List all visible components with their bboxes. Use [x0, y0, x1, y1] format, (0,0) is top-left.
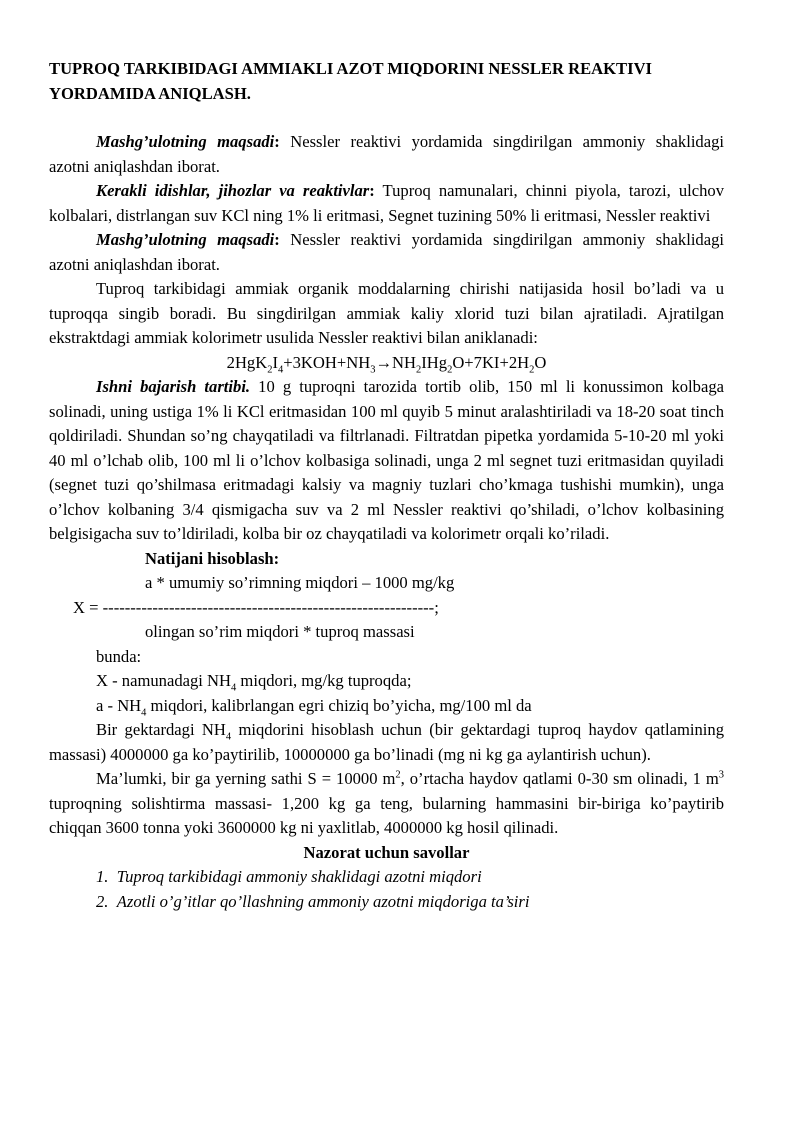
objective-label: Mashg’ulotning maqsadi — [96, 132, 275, 151]
procedure-label: Ishni bajarish tartibi. — [96, 377, 251, 396]
document-page — [49, 56, 724, 914]
document-title: TUPROQ TARKIBIDAGI AMMIAKLI AZOT MIQDORINI NESSLER REAKTIVI YORDAMIDA ANIQLASH. — [49, 59, 653, 103]
intro-paragraph: Tuproq tarkibidagi ammiak organik moddalarning chirishi natijasida hosil bo’ladi va u tuproqqa singib boradi. Bu singdirilgan ammiak kaliy xlorid tuzi bilan ajratiladi. Ajratilgan ekstraktdagi ammiak kolorimetr usulida Nessler reaktivi bilan aniklanadi: — [49, 279, 724, 347]
hectare-text: Bir gektardagi NH — [96, 720, 226, 739]
colon: : — [274, 230, 280, 249]
colon: : — [274, 132, 280, 151]
objective-text: Nessler reaktivi yordamida singdirilgan ammoniy shaklidagi azotni aniqlashdan iborat. — [49, 132, 724, 176]
known-text: tuproqning solishtirma massasi- 1,200 kg ga teng, bularning hammasini bir-biriga ko’paytirib chiqqan 3600 tonna yoki 3600000 kg ni yaxlitlab, 4000000 kg hosil qilinadi. — [49, 793, 724, 837]
subscript: 4 — [231, 682, 237, 694]
formula-part: IHg — [421, 352, 448, 372]
calc-numerator: a * umumiy so’rimning miqdori – 1000 mg/kg — [145, 573, 455, 592]
x-definition-text: miqdori, mg/kg tuproqda; — [236, 671, 412, 690]
formula-subscript: 2 — [529, 363, 535, 375]
formula-part: I — [272, 352, 278, 372]
superscript: 2 — [395, 769, 401, 781]
formula-part: +3KOH+NH — [283, 352, 371, 372]
subscript: 4 — [225, 731, 232, 743]
formula-subscript: 2 — [447, 363, 453, 375]
question-item — [49, 890, 724, 915]
objective-text: Nessler reaktivi yordamida singdirilgan ammoniy shaklidagi azotni aniqlashdan iborat. — [49, 230, 724, 274]
formula-part: O — [534, 352, 547, 372]
a-definition-text: miqdori, kalibrlangan egri chiziq bo’yicha, mg/100 ml da — [146, 695, 532, 715]
formula-subscript: 2 — [416, 363, 422, 375]
objective-paragraph-repeat — [49, 228, 724, 277]
question-text: Azotli o’g’itlar qo’llashning ammoniy azotni miqdoriga ta’siri — [116, 891, 530, 911]
reaction-formula — [49, 351, 724, 376]
colon: : — [369, 181, 375, 200]
materials-label: Kerakli idishlar, jihozlar va reaktivlar — [96, 181, 370, 200]
calc-denominator: olingan so’rim miqdori * tuproq massasi — [145, 622, 415, 641]
formula-part: NH — [392, 352, 416, 372]
x-definition-text: X - namunadagi NH — [96, 671, 232, 690]
formula-part: O+7KI+2H — [452, 352, 530, 372]
materials-paragraph — [49, 179, 724, 228]
formula-subscript: 3 — [370, 363, 376, 375]
materials-text: Tuproq namunalari, chinni piyola, tarozi, ulchov kolbalari, distrlangan suv KCl ning 1% li eritmasi, Segnet tuzining 50% li eritmasi, Nessler reaktivi — [49, 181, 724, 225]
question-text: Tuproq tarkibidagi ammoniy shaklidagi azotni miqdori — [116, 867, 482, 886]
superscript: 3 — [718, 769, 724, 781]
x-definition — [49, 669, 724, 694]
calc-heading: Natijani hisoblash: — [145, 548, 280, 568]
question-item — [49, 865, 724, 890]
procedure-text: 10 g tuproqni tarozida tortib olib, 150 ml li konussimon kolbaga solinadi, uning ustiga 1% li KCl eritmasidan 100 ml quyib 5 minut aralashtiriladi va 18-20 soat tinch qoldiriladi. Shundan so’ng chayqatiladi va filtrlanadi. Filtratdan pipetka yordamida 5-10-20 ml yoki 40 ml o’lchab olib, 100 ml li o’lchov kolbasiga solinadi, unga 2 ml segnet tuzi eritmasidan quyiladi (segnet tuzi qo’shilmasa eritmadagi kalsiy va magniy tuzlari cho’kmaga tushishi mumkin), unga o’lchov kolbaning 3/4 qismigacha suv va 2 ml Nessler reaktivi qo’shiladi, o’lchov kolbasining belgisigacha suv to’ldiriladi, kolba bir oz chayqatiladi va kolorimetr orqali ko’riladi. — [49, 377, 724, 543]
questions-heading: Nazorat uchun savollar — [303, 842, 470, 862]
known-text: Ma’lumki, bir ga yerning sathi S = 10000 m — [96, 769, 396, 788]
spacer — [49, 106, 724, 130]
question-number: 2. — [96, 891, 109, 911]
formula-subscript: 2 — [267, 363, 273, 375]
formula-subscript: 4 — [278, 363, 284, 375]
calc-where: bunda: — [96, 646, 142, 666]
hectare-paragraph — [49, 718, 724, 767]
objective-paragraph — [49, 130, 724, 179]
hectare-text: miqdorini hisoblash uchun (bir gektardagi tuproq haydov qatlamining massasi) 4000000 ga ko’paytirilib, 10000000 ga bo’linadi (mg ni kg ga aylantirish uchun). — [49, 720, 724, 764]
subscript: 4 — [141, 706, 147, 718]
known-paragraph — [49, 767, 724, 841]
formula-part: 2HgK — [226, 352, 268, 372]
objective-label: Mashg’ulotning maqsadi — [96, 230, 275, 249]
a-definition — [49, 694, 724, 719]
arrow-icon: → — [375, 352, 393, 372]
known-text: , o’rtacha haydov qatlami 0-30 sm olinadi, 1 m — [400, 769, 719, 788]
procedure-paragraph — [49, 375, 724, 547]
question-number: 1. — [96, 867, 109, 886]
a-definition-text: a - NH — [96, 695, 142, 715]
calc-fraction-line: X = ------------------------------------------------------------; — [73, 597, 439, 617]
